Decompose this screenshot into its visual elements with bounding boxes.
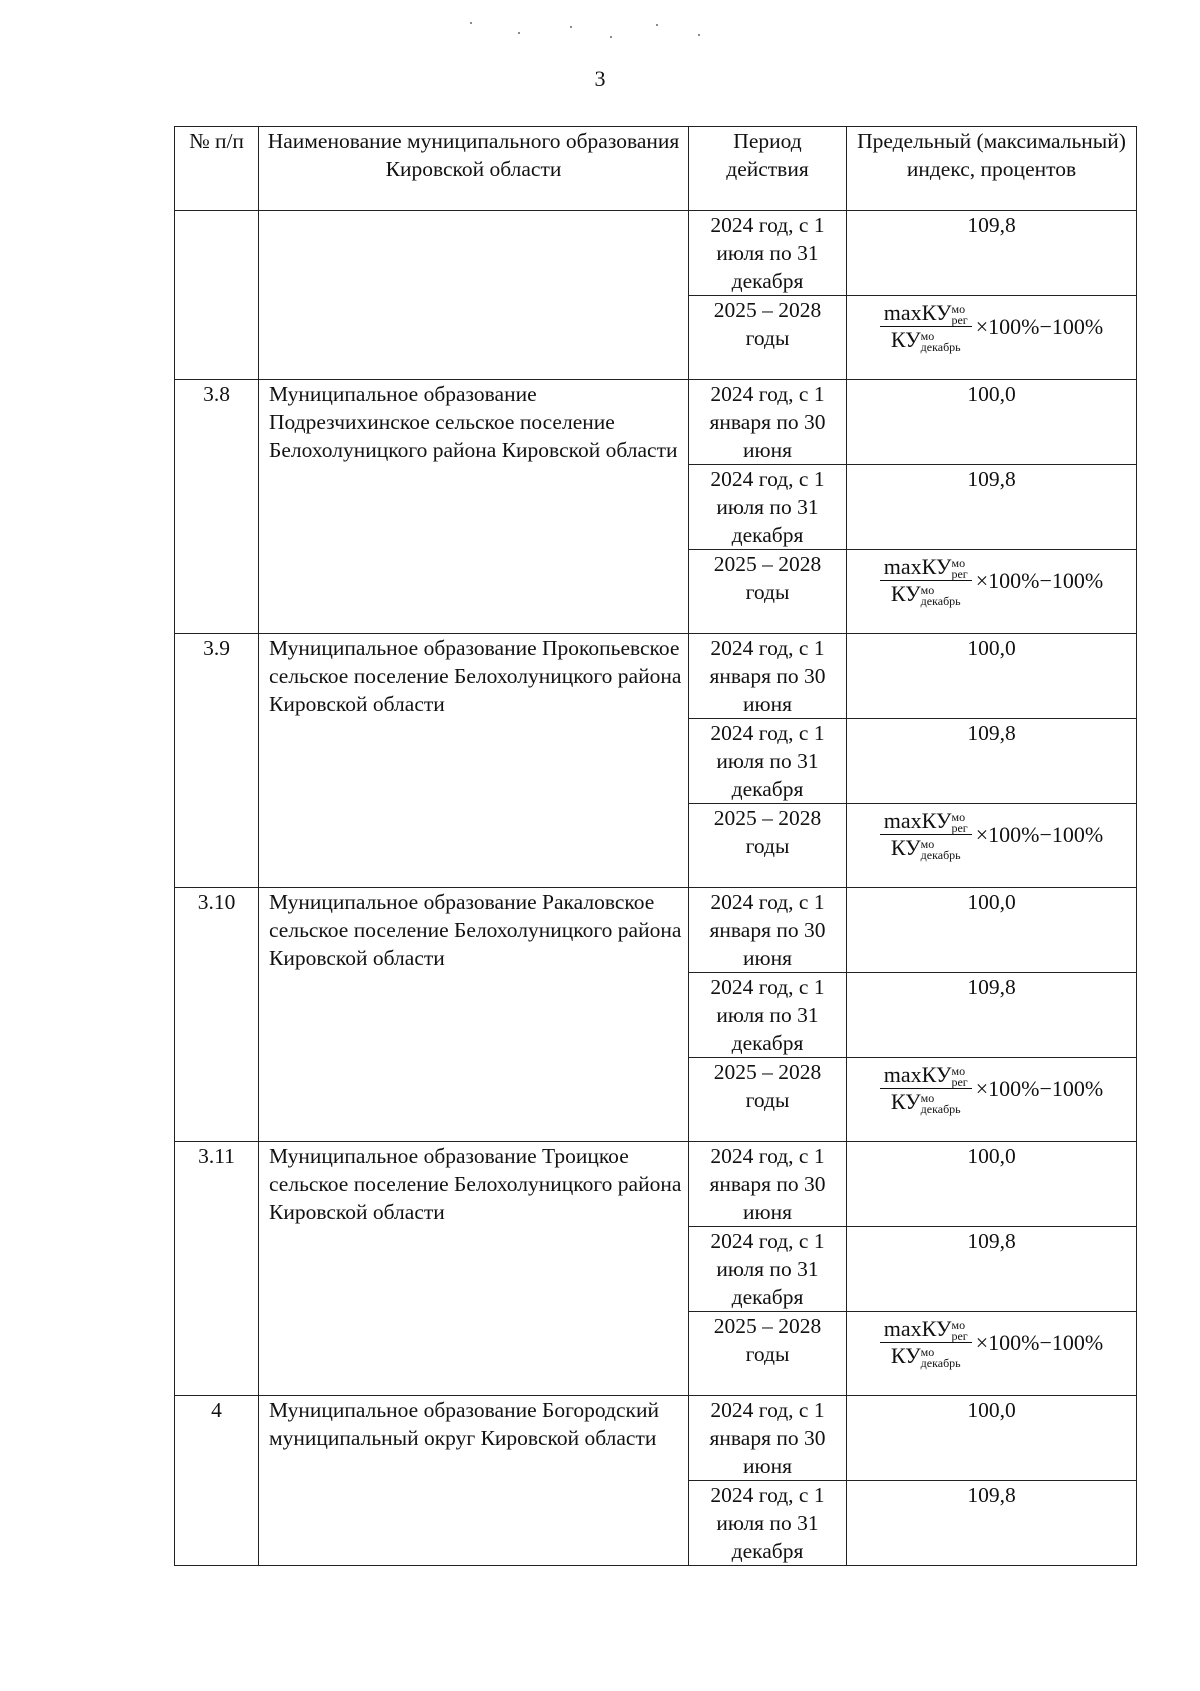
num-cell: 3.10	[175, 888, 259, 1142]
formula-ku: КУ	[890, 835, 921, 860]
formula-fraction	[880, 808, 972, 861]
index-cell	[847, 1058, 1137, 1142]
formula-sup-mo: мо	[951, 1317, 966, 1332]
index-formula	[880, 1316, 1103, 1369]
formula-ku: КУ	[890, 1343, 921, 1368]
header-period: Период действия	[689, 127, 847, 211]
formula-sup-mo: мо	[951, 1063, 966, 1078]
index-cell	[847, 804, 1137, 888]
formula-numerator	[880, 1062, 972, 1089]
num-cell: 3.11	[175, 1142, 259, 1396]
formula-denominator	[887, 835, 965, 861]
header-name: Наименование муниципального образования Кировской области	[259, 127, 689, 211]
name-cell	[259, 211, 689, 380]
index-cell: 109,8	[847, 1481, 1137, 1566]
index-cell: 100,0	[847, 380, 1137, 465]
formula-sup-mo: мо	[920, 1344, 935, 1359]
period-cell: 2024 год, с 1 июля по 31 декабря	[689, 211, 847, 296]
formula-denominator-indices	[920, 582, 961, 608]
formula-sub-reg: рег	[951, 312, 968, 327]
formula-numerator-indices	[951, 555, 968, 581]
num-cell	[175, 211, 259, 380]
period-cell: 2024 год, с 1 января по 30 июня	[689, 380, 847, 465]
num-cell: 4	[175, 1396, 259, 1566]
table-row	[175, 211, 1137, 296]
index-formula	[880, 1062, 1103, 1115]
index-cell: 109,8	[847, 973, 1137, 1058]
formula-numerator-indices	[951, 1317, 968, 1343]
formula-sup-mo: мо	[920, 836, 935, 851]
formula-numerator	[880, 808, 972, 835]
formula-fraction	[880, 1316, 972, 1369]
header-num: № п/п	[175, 127, 259, 211]
index-cell: 100,0	[847, 1396, 1137, 1481]
table-row	[175, 1396, 1137, 1481]
formula-max-ku: maxКУ	[883, 554, 952, 579]
formula-sub-reg: рег	[951, 1328, 968, 1343]
formula-denominator-indices	[920, 836, 961, 862]
formula-ku: КУ	[890, 581, 921, 606]
formula-denominator	[887, 327, 965, 353]
formula-sup-mo: мо	[951, 809, 966, 824]
formula-fraction	[880, 300, 972, 353]
name-cell: Муниципальное образование Троицкое сельское поселение Белохолуницкого района Кировской области	[259, 1142, 689, 1396]
name-cell: Муниципальное образование Ракаловское сельское поселение Белохолуницкого района Кировской области	[259, 888, 689, 1142]
index-formula	[880, 808, 1103, 861]
formula-denominator	[887, 1089, 965, 1115]
formula-tail: ×100%−100%	[975, 313, 1104, 339]
formula-numerator	[880, 554, 972, 581]
formula-sub-dec: декабрь	[920, 1355, 961, 1370]
table-row	[175, 888, 1137, 973]
period-cell: 2024 год, с 1 июля по 31 декабря	[689, 973, 847, 1058]
period-cell: 2024 год, с 1 июля по 31 декабря	[689, 465, 847, 550]
period-cell: 2024 год, с 1 января по 30 июня	[689, 888, 847, 973]
formula-numerator-indices	[951, 809, 968, 835]
name-cell: Муниципальное образование Подрезчихинское сельское поселение Белохолуницкого района Кировской области	[259, 380, 689, 634]
period-cell: 2024 год, с 1 июля по 31 декабря	[689, 719, 847, 804]
index-formula	[880, 300, 1103, 353]
formula-denominator-indices	[920, 1344, 961, 1370]
index-cell	[847, 1312, 1137, 1396]
formula-sup-mo: мо	[951, 301, 966, 316]
formula-tail: ×100%−100%	[975, 1075, 1104, 1101]
formula-denominator-indices	[920, 1090, 961, 1116]
formula-sub-reg: рег	[951, 820, 968, 835]
formula-sub-dec: декабрь	[920, 1101, 961, 1116]
index-cell: 109,8	[847, 211, 1137, 296]
index-cell	[847, 296, 1137, 380]
formula-sup-mo: мо	[920, 1090, 935, 1105]
formula-ku: КУ	[890, 1089, 921, 1114]
name-cell: Муниципальное образование Прокопьевское сельское поселение Белохолуницкого района Кировской области	[259, 634, 689, 888]
formula-numerator	[880, 300, 972, 327]
period-cell: 2025 – 2028 годы	[689, 296, 847, 380]
table-row	[175, 634, 1137, 719]
period-cell: 2024 год, с 1 января по 30 июня	[689, 1142, 847, 1227]
period-cell: 2024 год, с 1 января по 30 июня	[689, 1396, 847, 1481]
index-formula	[880, 554, 1103, 607]
formula-sub-reg: рег	[951, 1074, 968, 1089]
scan-specks	[460, 18, 760, 48]
formula-tail: ×100%−100%	[975, 567, 1104, 593]
formula-numerator-indices	[951, 1063, 968, 1089]
table-body	[175, 211, 1137, 1566]
index-cell	[847, 550, 1137, 634]
table-row	[175, 380, 1137, 465]
formula-fraction	[880, 554, 972, 607]
formula-sup-mo: мо	[951, 555, 966, 570]
index-table	[174, 126, 1137, 1566]
period-cell: 2024 год, с 1 января по 30 июня	[689, 634, 847, 719]
page-number: 3	[594, 66, 606, 91]
period-cell: 2024 год, с 1 июля по 31 декабря	[689, 1481, 847, 1566]
name-cell: Муниципальное образование Богородский муниципальный округ Кировской области	[259, 1396, 689, 1566]
table-header-row	[175, 127, 1137, 211]
formula-sub-dec: декабрь	[920, 339, 961, 354]
formula-numerator-indices	[951, 301, 968, 327]
formula-sup-mo: мо	[920, 582, 935, 597]
formula-max-ku: maxКУ	[883, 808, 952, 833]
formula-max-ku: maxКУ	[883, 1316, 952, 1341]
num-cell: 3.9	[175, 634, 259, 888]
formula-sub-dec: декабрь	[920, 593, 961, 608]
formula-fraction	[880, 1062, 972, 1115]
formula-max-ku: maxКУ	[883, 300, 952, 325]
formula-tail: ×100%−100%	[975, 1329, 1104, 1355]
index-cell: 109,8	[847, 1227, 1137, 1312]
index-cell: 100,0	[847, 1142, 1137, 1227]
formula-ku: КУ	[890, 327, 921, 352]
formula-sup-mo: мо	[920, 328, 935, 343]
formula-sub-dec: декабрь	[920, 847, 961, 862]
formula-denominator	[887, 581, 965, 607]
period-cell: 2025 – 2028 годы	[689, 804, 847, 888]
period-cell: 2025 – 2028 годы	[689, 1312, 847, 1396]
formula-tail: ×100%−100%	[975, 821, 1104, 847]
period-cell: 2024 год, с 1 июля по 31 декабря	[689, 1227, 847, 1312]
index-cell: 100,0	[847, 634, 1137, 719]
formula-numerator	[880, 1316, 972, 1343]
table-row	[175, 1142, 1137, 1227]
index-cell: 109,8	[847, 465, 1137, 550]
index-cell: 100,0	[847, 888, 1137, 973]
index-cell: 109,8	[847, 719, 1137, 804]
num-cell: 3.8	[175, 380, 259, 634]
formula-denominator-indices	[920, 328, 961, 354]
formula-max-ku: maxКУ	[883, 1062, 952, 1087]
formula-sub-reg: рег	[951, 566, 968, 581]
formula-denominator	[887, 1343, 965, 1369]
header-index: Предельный (максимальный) индекс, процентов	[847, 127, 1137, 211]
period-cell: 2025 – 2028 годы	[689, 1058, 847, 1142]
period-cell: 2025 – 2028 годы	[689, 550, 847, 634]
